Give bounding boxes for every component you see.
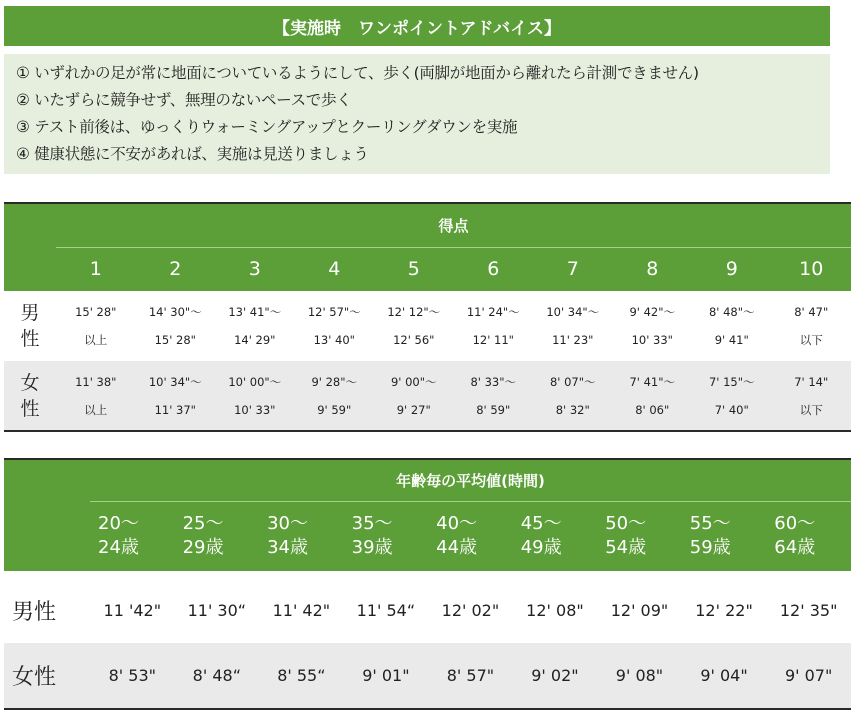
score-range-cell [215,291,295,361]
average-header: 年齢毎の平均値(時間) [90,459,851,501]
range-lower: 15' 28" [154,333,196,347]
age-to: 64歳 [774,537,816,559]
score-range-cell [454,291,534,361]
age-from: 50～ [605,513,647,535]
range-lower: 12' 11" [472,333,514,347]
age-column-header [428,501,513,571]
range-lower: 7' 40" [714,402,749,417]
age-from: 45～ [520,513,562,535]
score-range-cell [613,361,693,431]
average-time-cell: 8' 53" [108,666,156,685]
score-column-header: 7 [533,247,613,291]
sex-label: 男性 [12,599,57,625]
range-upper: 8' 07"～ [549,374,596,389]
score-column-header: 8 [613,247,693,291]
age-column-header [175,501,260,571]
range-upper: 8' 33"～ [470,374,517,389]
range-upper: 7' 15"～ [708,374,755,389]
average-time-cell: 12' 08" [526,600,584,620]
age-to: 49歳 [520,537,562,559]
average-time-cell: 8' 57" [446,666,495,685]
average-time-cell: 9' 08" [615,666,664,685]
range-lower: 以上 [84,333,108,347]
average-time-cell: 8' 48“ [192,666,241,685]
age-from: 60～ [774,513,816,535]
sex-label [4,361,56,431]
sex-label [4,291,56,361]
sex-label-top: 男 [20,302,40,324]
average-table [4,458,851,710]
score-range-cell [215,361,295,431]
score-range-cell [136,291,216,361]
age-column-header [90,501,175,571]
average-time-cell: 9' 01" [362,666,410,685]
sex-label-bottom: 性 [20,328,40,350]
score-range-cell [772,291,852,361]
range-lower: 以上 [84,402,108,417]
score-range-cell [613,291,693,361]
table-row [4,643,851,709]
age-to: 54歳 [605,537,647,559]
age-to: 44歳 [436,537,478,559]
score-range-cell [136,361,216,431]
range-lower: 9' 59" [317,402,352,417]
score-column-header: 9 [692,247,772,291]
score-column-header: 2 [136,247,216,291]
range-lower: 以下 [799,402,823,417]
average-time-cell: 12' 02" [441,600,500,620]
average-time-cell: 11' 42" [272,600,331,620]
score-column-header: 10 [772,247,852,291]
sex-label: 女性 [12,665,57,690]
score-range-cell [692,291,772,361]
average-time-cell: 12' 22" [695,600,753,620]
range-lower: 9' 41" [714,333,749,347]
range-lower: 10' 33" [631,333,673,347]
range-lower: 8' 06" [635,402,670,417]
age-from: 55～ [689,513,731,535]
score-range-cell [295,291,375,361]
age-from: 40～ [436,513,478,535]
advice-title: 【実施時 ワンポイントアドバイス】 [4,6,830,46]
age-column-header [513,501,598,571]
score-range-cell [56,291,136,361]
range-lower: 10' 33" [234,402,276,417]
score-range-cell [374,361,454,431]
score-range-cell [533,361,613,431]
range-upper: 9' 28"～ [311,374,358,389]
table-row [4,577,851,643]
range-lower: 14' 29" [234,333,276,347]
score-range-cell [533,291,613,361]
score-column-header: 5 [374,247,454,291]
age-column-header [259,501,344,571]
advice-item: ④ 健康状態に不安があれば、実施は見送りましょう [16,145,369,163]
range-upper: 12' 57"～ [307,305,361,319]
advice-list [4,54,830,174]
score-column-header: 1 [56,247,136,291]
sex-label-top: 女 [20,371,40,394]
range-upper: 14' 30"～ [148,305,202,319]
age-to: 29歳 [182,537,224,559]
score-range-cell [56,361,136,431]
average-time-cell: 11' 54“ [356,600,416,620]
sex-label-bottom: 性 [20,397,40,420]
range-upper: 7' 41"～ [629,374,676,389]
average-time-cell: 9' 02" [531,666,579,685]
range-upper: 11' 24"～ [466,305,520,319]
average-time-cell: 9' 04" [700,666,748,685]
age-to: 39歳 [351,537,393,559]
range-lower: 11' 23" [552,333,594,347]
score-range-cell [692,361,772,431]
age-column-header [682,501,767,571]
range-lower: 8' 59" [476,402,511,417]
average-time-cell: 11' 30“ [187,600,247,620]
score-header: 得点 [56,203,851,247]
average-time-cell: 12' 35" [779,600,838,620]
range-lower: 11' 37" [154,402,196,417]
score-table [4,202,851,432]
range-lower: 13' 40" [313,333,355,347]
score-column-header: 3 [215,247,295,291]
average-time-cell: 8' 55“ [277,666,326,685]
score-range-cell [295,361,375,431]
range-upper: 10' 34"～ [148,374,202,389]
age-from: 25～ [182,513,224,535]
advice-item: ② いたずらに競争せず、無理のないペースで歩く [16,91,352,109]
table-row [4,361,851,431]
range-upper: 10' 00"～ [228,374,282,389]
age-to: 34歳 [267,537,308,559]
range-upper: 10' 34"～ [546,305,600,319]
age-to: 24歳 [98,537,139,559]
age-column-header [344,501,429,571]
age-from: 35～ [351,513,393,535]
range-upper: 13' 41"～ [228,305,282,319]
range-lower: 以下 [799,333,823,347]
score-range-cell [454,361,534,431]
range-upper: 12' 12"～ [387,305,441,319]
age-from: 30～ [267,513,308,535]
range-upper: 7' 14" [794,374,829,389]
age-to: 59歳 [689,537,731,559]
score-column-header: 6 [454,247,534,291]
advice-item: ③ テスト前後は、ゆっくりウォーミングアップとクーリングダウンを実施 [16,118,518,136]
range-upper: 15' 28" [75,305,117,319]
average-time-cell: 12' 09" [610,600,669,620]
table-corner [4,459,90,571]
range-lower: 8' 32" [555,402,590,417]
range-lower: 9' 27" [396,402,431,417]
range-lower: 12' 56" [393,333,435,347]
score-range-cell [374,291,454,361]
advice-item: ① いずれかの足が常に地面についているようにして、歩く(両脚が地面から離れたら計測できません) [16,64,699,82]
average-time-cell: 11 '42" [103,600,162,620]
age-column-header [766,501,851,571]
score-range-cell [772,361,852,431]
age-column-header [597,501,682,571]
table-corner [4,203,56,291]
age-from: 20～ [98,513,139,535]
table-row [4,291,851,361]
average-time-cell: 9' 07" [784,666,833,685]
range-upper: 8' 48"～ [708,305,755,319]
range-upper: 9' 42"～ [629,305,676,319]
score-column-header: 4 [295,247,375,291]
range-upper: 9' 00"～ [390,374,437,389]
range-upper: 11' 38" [75,374,117,389]
range-upper: 8' 47" [794,305,829,319]
